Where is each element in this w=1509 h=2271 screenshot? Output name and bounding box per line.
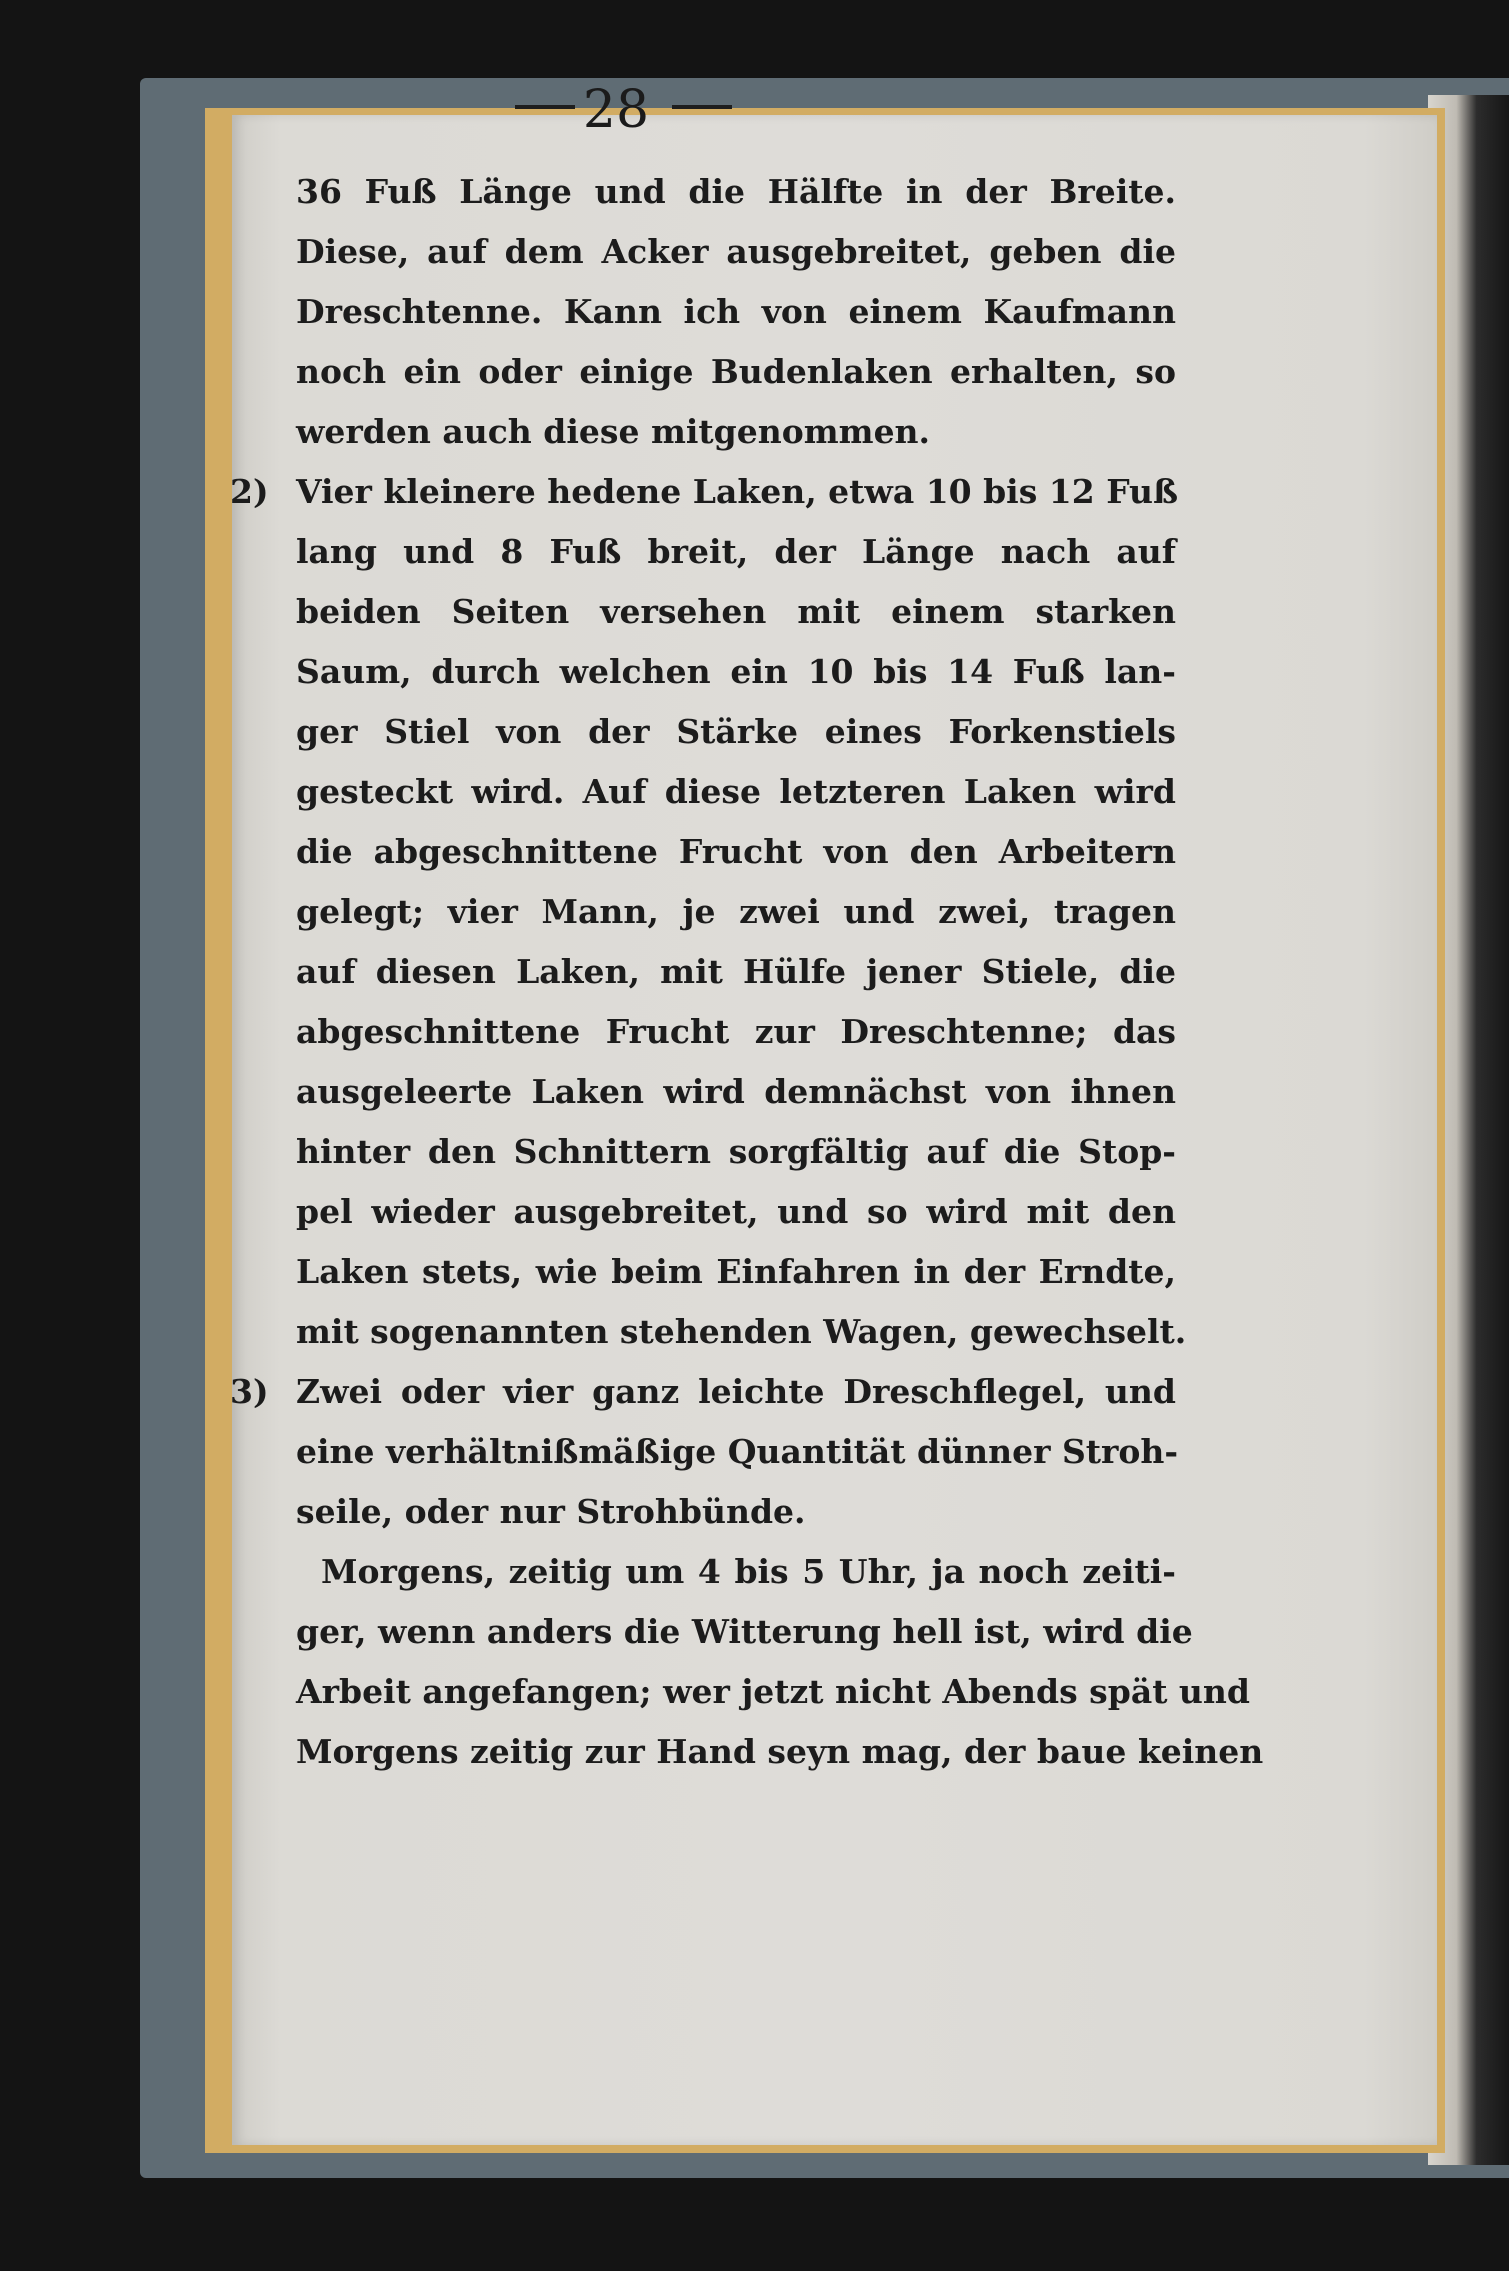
text-line: Saum, durch welchen ein 10 bis 14 Fuß lan-	[296, 652, 1176, 691]
text-line: 36 Fuß Länge und die Hälfte in der Breite.	[296, 172, 1176, 211]
text-line: Vier kleinere hedene Laken, etwa 10 bis 12 Fuß	[296, 472, 1179, 511]
text-line: auf diesen Laken, mit Hülfe jener Stiele, die	[296, 952, 1176, 991]
text-line: Zwei oder vier ganz leichte Dreschflegel, und	[296, 1372, 1176, 1411]
text-line: eine verhältnißmäßige Quantität dünner Stroh-	[296, 1432, 1179, 1471]
text-line: mit sogenannten stehenden Wagen, gewechselt.	[296, 1312, 1187, 1351]
text-line: seile, oder nur Strohbünde.	[296, 1492, 806, 1531]
text-line: gelegt; vier Mann, je zwei und zwei, tragen	[296, 892, 1176, 931]
text-line: ger, wenn anders die Witterung hell ist, wird die	[296, 1612, 1193, 1651]
text-line: Arbeit angefangen; wer jetzt nicht Abends spät und	[296, 1672, 1250, 1711]
text-line: abgeschnittene Frucht zur Dreschtenne; das	[296, 1012, 1176, 1051]
text-line: gesteckt wird. Auf diese letzteren Laken wird	[296, 772, 1176, 811]
text-line: werden auch diese mitgenommen.	[296, 412, 931, 451]
text-line: hinter den Schnittern sorgfältig auf die Stop-	[296, 1132, 1176, 1171]
text-line: die abgeschnittene Frucht von den Arbeitern	[296, 832, 1176, 871]
header-dash-right	[672, 105, 732, 109]
text-line: ger Stiel von der Stärke eines Forkenstiels	[296, 712, 1176, 751]
text-line: beiden Seiten versehen mit einem starken	[296, 592, 1176, 631]
text-line: pel wieder ausgebreitet, und so wird mit den	[296, 1192, 1176, 1231]
list-item-2-line	[230, 462, 1179, 522]
text-line: Diese, auf dem Acker ausgebreitet, geben die	[296, 232, 1176, 271]
header-dash-left	[515, 105, 575, 109]
body-text	[230, 162, 1264, 1782]
list-item-3-line	[230, 1362, 1176, 1422]
text-line: noch ein oder einige Budenlaken erhalten, so	[296, 352, 1176, 391]
paragraph-start-line: Morgens, zeitig um 4 bis 5 Uhr, ja noch zeiti-	[321, 1552, 1176, 1591]
list-marker-2: 2)	[230, 472, 269, 511]
text-line: Morgens zeitig zur Hand seyn mag, der baue keinen	[296, 1732, 1264, 1771]
text-line: lang und 8 Fuß breit, der Länge nach auf	[296, 532, 1176, 571]
list-marker-3: 3)	[230, 1372, 269, 1411]
page-number: 28	[582, 80, 650, 140]
text-line: Laken stets, wie beim Einfahren in der Erndte,	[296, 1252, 1176, 1291]
text-line: ausgeleerte Laken wird demnächst von ihnen	[296, 1072, 1176, 1111]
text-line: Dreschtenne. Kann ich von einem Kaufmann	[296, 292, 1176, 331]
